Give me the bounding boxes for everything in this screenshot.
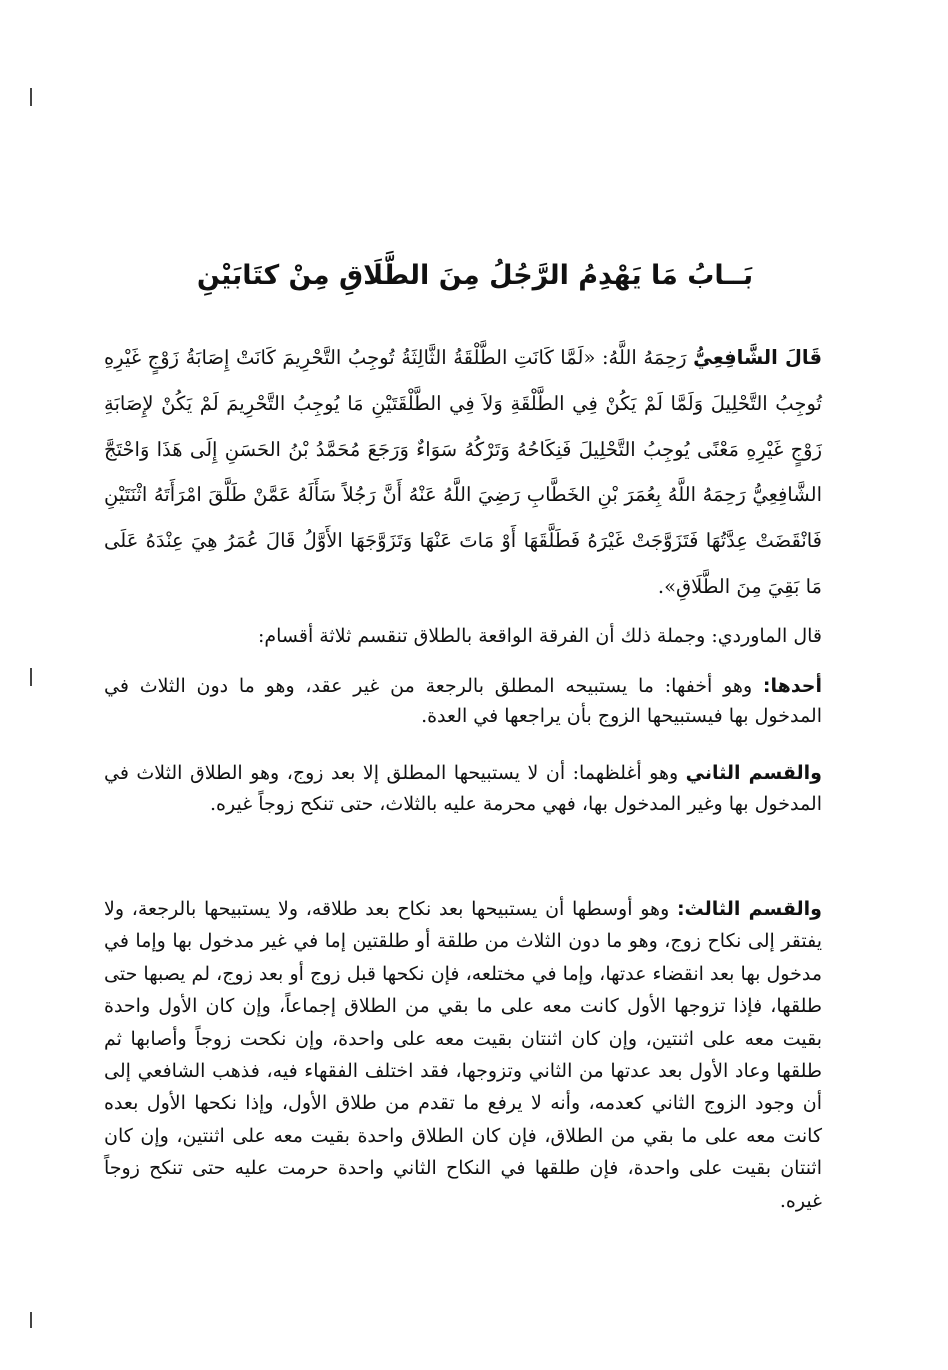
- section-one-text: وهو أخفها: ما يستبيحه المطلق بالرجعة من غير عقد، وهو ما دون الثلاث في المدخول بها فيستبيحها الزوج بأن يراجعها في العدة.: [104, 675, 822, 727]
- section-three-paragraph: [104, 893, 822, 1217]
- section-two-text: وهو أغلظهما: أن لا يستبيحها المطلق إلا بعد زوج، وهو الطلاق الثلاث في المدخول بها وغير المدخول بها، فهي محرمة عليه بالثلاث، حتى تنكح زوجاً غيره.: [104, 762, 822, 815]
- section-three-text: وهو أوسطها أن يستبيحها بعد نكاح بعد طلاقه، ولا يستبيحها بالرجعة، ولا يفتقر إلى نكاح زوج، وهو ما دون الثلاث من طلقة أو طلقتين إما في غير مدخول بها وإما في مدخول بها بعد انقضاء عدتها، وإما في مختلعه، فإن نكحها قبل زوج أو بعد زوج، لم يصبها حتى طلقها، فإذا تزوجها الأول كانت معه على ما بقي من الطلاق إجماعاً، وإن كان الأول واحدة بقيت معه على اثنتين، وإن كان اثنتان بقيت معه على واحدة، وإن نكحت زوجاً وأصابها ثم طلقها وعاد الأول بعد عدتها من الثاني وتزوجها، فقد اختلف الفقهاء فيه، فذهب الشافعي إلى أن وجود الزوج الثاني كعدمه، وأنه لا يرفع ما تقدم من طلاق الأول، وإذا نكحها الأول بعده كانت معه على ما بقي من الطلاق، فإن كان الطلاق واحدة بقيت معه على اثنتين، وإن كان اثنتان بقيت على واحدة، فإن طلقها في النكاح الثاني واحدة حرمت عليه حتى تنكح زوجاً غيره.: [104, 898, 822, 1212]
- shafii-quote-paragraph: [104, 335, 822, 610]
- margin-mark-top: [30, 88, 32, 106]
- chapter-title: بَــابُ مَا يَهْدِمُ الرَّجُلُ مِنَ الطَّلَاقِ مِنْ كتَابَيْنِ: [196, 260, 754, 292]
- section-two-paragraph: [104, 758, 822, 820]
- margin-mark-bottom: [30, 1312, 32, 1328]
- section-one-lead: أحدها:: [762, 675, 822, 697]
- margin-mark-middle: [30, 668, 32, 686]
- section-one-paragraph: [104, 671, 822, 731]
- quote-text: رَحِمَهُ اللَّهُ: «لَمَّا كَانَتِ الطَّلْقَةُ الثَّالِثَةُ تُوجِبُ التَّحْرِيمَ كَانَتْ إِصَابَةُ زَوْجٍ غَيْرِهِ تُوجِبُ التَّحْلِيلَ وَلَمَّا لَمْ يَكُنْ فِي الطَّلْقَةِ وَلاَ فِي الطَّلْقَتَيْنِ مَا يُوجِبُ التَّحْرِيمَ لَمْ يَكُنْ لإِصَابَةِ زَوْجٍ غَيْرِهِ مَعْنًى يُوجِبُ التَّحْلِيلَ فَنِكَاحُهُ وَتَرْكُهُ سَوَاءٌ وَرَجَعَ مُحَمَّدُ بْنُ الحَسَنِ إِلَى هَذَا وَاحْتَجَّ الشَّافِعِيُّ رَحِمَهُ اللَّهُ بِعُمَرَ بْنِ الخَطَّابِ رَضِيَ اللَّهُ عَنْهُ أَنَّ رَجُلاً سَأَلَهُ عَمَّنْ طَلَّقَ امْرَأَتَهُ اثْنَتَيْنِ فَانْقَضَتْ عِدَّتُهَا فَتَزَوَّجَتْ غَيْرَهُ فَطَلَّقَهَا أَوْ مَاتَ عَنْهَا وَتَزَوَّجَهَا الأَوَّلُ قَالَ عُمَرُ هِيَ عِنْدَهُ عَلَى مَا بَقِيَ مِنَ الطَّلَاقِ».: [104, 346, 822, 598]
- section-two-lead: والقسم الثاني: [685, 762, 822, 784]
- section-three-lead: والقسم الثالث:: [676, 898, 822, 920]
- quote-lead: قَالَ الشَّافِعِيُّ: [693, 346, 822, 369]
- mawardi-intro-paragraph: قال الماوردي: وجملة ذلك أن الفرقة الواقعة بالطلاق تنقسم ثلاثة أقسام:: [257, 625, 822, 647]
